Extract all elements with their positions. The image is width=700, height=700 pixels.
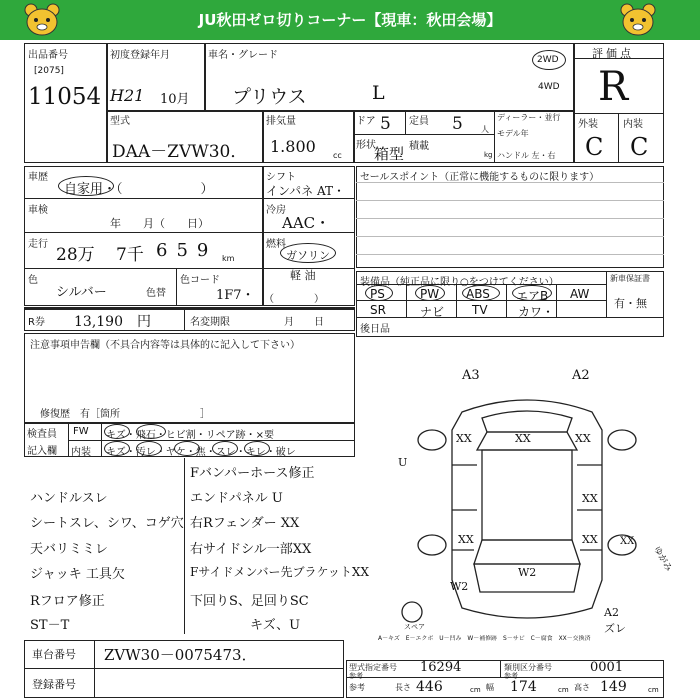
displacement-label: 排気量: [266, 116, 296, 127]
drive-4wd: 4WD: [538, 82, 560, 92]
lot-number-value: 11054: [28, 84, 102, 110]
note-left: Rフロア修正: [30, 594, 105, 609]
eval-points-label: 評価点: [592, 47, 634, 60]
mark-xx: XX: [582, 492, 598, 505]
cc-unit: cc: [333, 151, 342, 160]
mileage-rest: 659: [156, 240, 218, 261]
note-right: 右Rフェンダー XX: [190, 516, 300, 531]
exterior-label: 外装: [578, 119, 598, 130]
model-year-label: モデル年: [497, 129, 529, 138]
car-name-label: 車名・グレード: [208, 50, 278, 61]
inspection-label: 車検: [28, 205, 48, 216]
dealer-label: ディーラー・並行: [497, 113, 561, 122]
drive-2wd: 2WD: [537, 55, 559, 65]
ac-label: 冷房: [266, 205, 286, 216]
width-label: 幅: [486, 683, 494, 692]
type-designation-value: 16294: [420, 660, 462, 675]
shape-label: 形状: [356, 140, 376, 151]
chassis-number: ZVW30－0075473．: [104, 646, 257, 664]
first-reg-year: H21: [110, 86, 145, 105]
check-row2: キズ・汚レ・ヤケ・焦・スレ・キレ・破レ: [106, 447, 296, 458]
shape-value: 箱型: [374, 145, 405, 163]
equip-tv: TV: [472, 303, 488, 317]
mark-xx: XX: [456, 432, 472, 445]
shift-label: シフト: [266, 172, 296, 183]
equip-leather: カワ・: [518, 305, 555, 319]
equip-ps: PS: [370, 287, 385, 301]
inspection-date: 年 月（ 日）: [110, 217, 209, 230]
mark-xx: XX: [582, 533, 598, 546]
capacity-value: 5: [452, 114, 463, 134]
interior-grade: C: [630, 133, 649, 161]
cm-unit: cm: [470, 686, 481, 694]
ac-value: AAC・: [282, 214, 331, 232]
header-bar: [0, 0, 700, 40]
color-code-value: 1F7・: [216, 288, 255, 303]
height-label: 高さ: [574, 683, 590, 692]
car-damage-diagram: [392, 370, 664, 640]
length-value: 446: [416, 679, 443, 695]
name-change-label: 名変期限: [190, 317, 230, 328]
doors-label: ドア: [356, 116, 376, 127]
mark-w2-center: W2: [518, 566, 537, 579]
reference-label: 参考: [349, 683, 365, 692]
note-left: 天バリミミレ: [30, 542, 109, 557]
kg-unit: kg: [484, 151, 493, 159]
cm-unit: cm: [648, 686, 659, 694]
note-right: Fサイドメンバー先ブラケットXX: [190, 565, 370, 579]
fw-label: FW: [73, 426, 89, 437]
mark-u: U: [398, 456, 408, 469]
note-left: シートスレ、シワ、コゲ穴: [30, 516, 184, 531]
mark-a2-top: A2: [572, 368, 590, 383]
note-left: ジャッキ 工具欠: [30, 567, 125, 582]
usage-label: 車歴: [28, 172, 48, 183]
mark-xx: XX: [458, 533, 474, 546]
mark-sure: ズレ: [604, 622, 626, 635]
reference-label: 参考: [504, 672, 518, 680]
mileage-label: 走行: [28, 239, 48, 250]
cm-unit: cm: [558, 686, 569, 694]
color-code-label: 色コード: [180, 275, 220, 286]
equipment-label: 装備品（純正品に限り○をつけてください）: [360, 277, 559, 288]
color-change-label: 色替: [146, 288, 166, 299]
mileage-man: 28万: [56, 245, 95, 265]
name-change-date: 月 日: [284, 317, 324, 328]
equip-pw: PW: [420, 287, 440, 301]
damage-legend: A－キズ E－エクボ U－凹み W－補修跡 S－サビ C－腐食 XX－交換済: [378, 634, 591, 642]
note-right: キズ、U: [250, 618, 301, 633]
recycle-amount: 13,190 円: [74, 314, 151, 330]
score-value: R: [598, 64, 629, 110]
reg-number-label: 登録番号: [32, 678, 76, 691]
fuel-diesel: 軽 油: [290, 269, 316, 282]
notes-title: 注意事項申告欄（不具合内容等は具体的に記入して下さい）: [30, 340, 300, 351]
km-unit: km: [222, 254, 235, 263]
check-row1: キズ・飛石・ヒビ割・リペア跡・×要: [106, 430, 274, 441]
height-value: 149: [600, 679, 627, 695]
note-right: エンドパネル U: [190, 491, 283, 506]
recycle-label: R券: [28, 317, 45, 328]
color-value: シルバー: [56, 285, 107, 300]
chassis-label: 車台番号: [32, 648, 76, 661]
spare-label: スペア: [404, 623, 425, 631]
interior-label: 内装: [623, 119, 643, 130]
mark-a3: A3: [462, 368, 480, 383]
car-name-value: プリウス: [232, 86, 307, 108]
note-right: 右サイドシル一部XX: [190, 542, 312, 557]
header-title: JU秋田ゼロ切りコーナー【現車：秋田会場】: [198, 11, 502, 29]
capacity-label: 定員: [409, 116, 429, 127]
exterior-grade: C: [585, 133, 604, 161]
mark-a2-bottom: A2: [604, 606, 619, 619]
model-label: 型式: [110, 116, 130, 127]
note-right: 下回りS、足回りSC: [190, 594, 309, 609]
equip-abs: ABS: [466, 287, 490, 301]
check-field-label: 検査員: [27, 429, 57, 440]
load-label: 積載: [409, 141, 429, 152]
class-number-value: 0001: [590, 660, 624, 675]
lot-number-label: 出品番号: [28, 50, 68, 61]
warranty-value: 有・無: [614, 297, 647, 310]
capacity-unit: 人: [481, 125, 489, 134]
doors-value: 5: [380, 114, 391, 134]
interior-short-label: 内装: [71, 447, 91, 458]
mark-xx: XX: [575, 432, 591, 445]
note-left: ST－T: [30, 618, 70, 633]
fuel-label: 燃料: [266, 239, 286, 250]
shift-value: インパネ AT・: [266, 184, 345, 198]
width-value: 174: [510, 679, 537, 695]
note-right: Fバンパーホース修正: [190, 466, 315, 481]
first-reg-label: 初度登録年月: [110, 50, 170, 61]
mark-xx: XX: [620, 536, 635, 547]
mark-w2-left: W2: [450, 580, 469, 593]
delivery-label: 後日品: [360, 324, 390, 335]
type-designation-label: 型式指定番号: [349, 663, 397, 672]
lot-prefix: [2075]: [34, 66, 64, 76]
handle-label: ハンドル 左・右: [497, 151, 556, 160]
first-reg-month: 10月: [160, 92, 190, 107]
displacement-value: 1.800: [270, 137, 316, 156]
bear-mascot-icon: [618, 2, 658, 38]
note-left: ハンドルスレ: [30, 491, 108, 506]
record-field-label: 記入欄: [27, 446, 57, 457]
grade-value: L: [372, 82, 385, 104]
usage-value: 自家用・（ ）: [64, 182, 214, 197]
reference-label: 参考: [349, 672, 363, 680]
repair-history: 修復歴 有［箇所 ］: [40, 409, 210, 420]
model-value: DAA－ZVW30．: [112, 142, 248, 162]
equip-sr: SR: [370, 303, 386, 317]
equip-navi: ナビ: [420, 305, 445, 319]
mileage-sen: 7千: [116, 245, 144, 265]
equip-aw: AW: [570, 287, 590, 301]
mark-yugami: ゆがみ: [651, 545, 674, 574]
length-label: 長さ: [395, 683, 411, 692]
equip-airbag: エアB: [516, 289, 549, 303]
class-number-label: 類別区分番号: [504, 663, 552, 672]
fuel-value: ガソリン: [286, 249, 330, 262]
color-label: 色: [28, 275, 38, 286]
mark-xx: XX: [515, 432, 531, 445]
sales-point-label: セールスポイント（正常に機能するものに限ります）: [360, 172, 600, 183]
warranty-label: 新車保証書: [610, 274, 650, 283]
